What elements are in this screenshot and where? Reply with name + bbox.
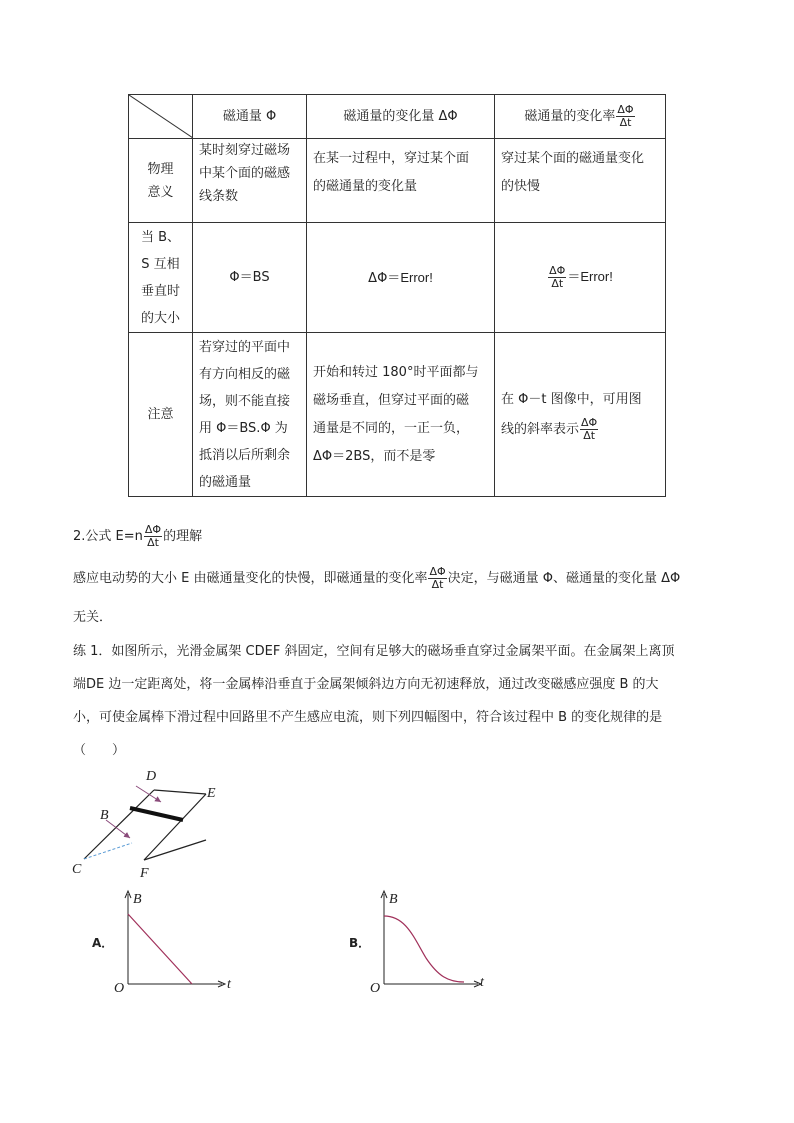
label-c: C bbox=[72, 862, 82, 877]
frac-den: Δt bbox=[551, 277, 564, 290]
frac-den: Δt bbox=[147, 536, 159, 549]
formula-prefix: ΔΦ＝ bbox=[368, 270, 401, 286]
header-flux-rate bbox=[495, 95, 666, 139]
cell-line: 在 Φ－t 图像中，可用图 bbox=[501, 391, 642, 407]
cell-line: 有方向相反的磁 bbox=[199, 366, 291, 382]
cell-text: 线的斜率表示 bbox=[501, 421, 580, 437]
table-row-size bbox=[129, 223, 666, 333]
row-label-line: 物理 bbox=[147, 161, 174, 177]
cell-line: 场，则不能直接 bbox=[199, 393, 291, 409]
axis-label-b: B bbox=[133, 892, 142, 907]
field-arrow bbox=[106, 820, 130, 838]
row-label-line: S 互相 bbox=[141, 256, 180, 272]
exercise-line-3: 小，可使金属棒下滑过程中回路里不产生感应电流，则下列四幅图中，符合该过程中 B 的变化规律的是 bbox=[73, 710, 663, 725]
formula-fraction bbox=[144, 524, 162, 549]
cell-line: 若穿过的平面中 bbox=[199, 339, 291, 355]
cell-line: 的快慢 bbox=[501, 179, 541, 194]
metal-rod bbox=[130, 808, 183, 820]
frac-den: Δt bbox=[583, 428, 596, 442]
formula-heading-prefix: 2.公式 E=n bbox=[73, 529, 143, 544]
frame-edge-de bbox=[154, 790, 206, 794]
frac-den: Δt bbox=[431, 578, 444, 591]
cell-line: 磁场垂直，但穿过平面的磁 bbox=[313, 392, 470, 408]
cell-size-flux: Φ＝BS bbox=[193, 223, 307, 333]
frac-num: ΔΦ bbox=[429, 565, 446, 578]
cell-meaning-rate bbox=[495, 139, 666, 223]
explain-fraction bbox=[428, 566, 446, 591]
inclined-frame-figure bbox=[66, 766, 246, 880]
exercise-line-2: 端DE 边一定距离处，将一金属棒沿垂直于金属架倾斜边方向无初速释放，通过改变磁感应强度 B 的大 bbox=[73, 677, 659, 692]
explain-text: 感应电动势的大小 E 由磁通量变化的快慢，即磁通量的变化率 bbox=[73, 571, 428, 586]
cell-line: 抵消以后所剩余 bbox=[199, 447, 291, 463]
cell-line: 线条数 bbox=[199, 189, 239, 204]
cell-note-flux bbox=[193, 333, 307, 497]
cell-line: 某时刻穿过磁场 bbox=[199, 143, 291, 158]
row-label-note: 注意 bbox=[129, 333, 193, 497]
formula-heading bbox=[73, 524, 202, 549]
cell-line: 用 Φ＝BS.Φ 为 bbox=[199, 420, 288, 436]
cell-line: 在某一过程中，穿过某个面 bbox=[313, 151, 470, 166]
label-b: B bbox=[100, 808, 109, 823]
header-flux: 磁通量 Φ bbox=[193, 95, 307, 139]
cell-note-change bbox=[307, 333, 495, 497]
dashed-edge bbox=[84, 843, 132, 859]
row-label-meaning bbox=[129, 139, 193, 223]
frac-num: ΔΦ bbox=[617, 103, 634, 116]
table-header-row bbox=[129, 95, 666, 139]
curve-linear bbox=[128, 914, 192, 984]
header-flux-rate-text: 磁通量的变化率 bbox=[524, 109, 616, 124]
table-row-note bbox=[129, 333, 666, 497]
cell-line: 通量是不同的，一正一负， bbox=[313, 420, 470, 436]
comparison-table bbox=[128, 94, 666, 497]
row-label-line: 当 B、 bbox=[140, 229, 181, 245]
rate-fraction bbox=[548, 265, 566, 290]
row-label-size bbox=[129, 223, 193, 333]
row-label-line: 的大小 bbox=[140, 310, 180, 326]
axis-label-t: t bbox=[227, 977, 231, 992]
frac-num: ΔΦ bbox=[549, 264, 566, 277]
header-fraction bbox=[616, 104, 634, 129]
explain-text: 决定，与磁通量 Φ、磁通量的变化量 ΔΦ bbox=[447, 571, 681, 586]
cell-line: ΔΦ＝2BS，而不是零 bbox=[313, 448, 436, 464]
error-text: Error! bbox=[400, 269, 433, 285]
label-f: F bbox=[140, 866, 149, 880]
diagonal-header-cell bbox=[129, 95, 193, 139]
cell-meaning-change bbox=[307, 139, 495, 223]
cell-line: 的磁通量 bbox=[199, 474, 252, 490]
option-a-label[interactable]: A． bbox=[92, 936, 114, 950]
frac-den: Δt bbox=[619, 116, 632, 129]
label-e: E bbox=[207, 786, 216, 801]
option-b-graph bbox=[366, 888, 496, 998]
cell-size-rate bbox=[495, 223, 666, 333]
label-d: D bbox=[146, 769, 157, 784]
cell-line: 穿过某个面的磁通量变化 bbox=[501, 151, 645, 166]
slope-fraction bbox=[580, 417, 598, 442]
cell-line: 的磁通量的变化量 bbox=[313, 179, 418, 194]
curve-s-shaped bbox=[384, 916, 464, 982]
error-text: Error! bbox=[580, 269, 613, 284]
frame-edge-cd bbox=[84, 790, 154, 859]
origin-label: O bbox=[114, 981, 125, 996]
diagonal-line bbox=[129, 95, 193, 138]
header-flux-change: 磁通量的变化量 ΔΦ bbox=[307, 95, 495, 139]
frac-num: ΔΦ bbox=[144, 523, 162, 536]
formula-heading-suffix: 的理解 bbox=[163, 529, 203, 544]
explain-line-1 bbox=[73, 566, 680, 591]
frac-num: ΔΦ bbox=[581, 415, 598, 429]
option-b-label[interactable]: B． bbox=[349, 936, 371, 950]
cell-line: 开始和转过 180°时平面都与 bbox=[313, 364, 479, 380]
option-a-graph bbox=[110, 888, 240, 998]
field-arrow bbox=[136, 786, 161, 802]
row-label-line: 意义 bbox=[147, 184, 174, 200]
cell-size-change bbox=[307, 223, 495, 333]
cell-note-rate bbox=[495, 333, 666, 497]
origin-label: O bbox=[370, 981, 381, 996]
axis-label-t: t bbox=[480, 975, 484, 990]
exercise-line-1: 练 1．如图所示，光滑金属架 CDEF 斜固定，空间有足够大的磁场垂直穿过金属架平面。在金属架上离顶 bbox=[73, 644, 675, 659]
equals-sign: ＝ bbox=[567, 270, 581, 285]
cell-line: 中某个面的磁感 bbox=[199, 166, 291, 181]
exercise-answer-blank: （ ） bbox=[73, 743, 126, 758]
cell-meaning-flux bbox=[193, 139, 307, 223]
explain-line-2: 无关． bbox=[73, 610, 113, 625]
row-label-line: 垂直时 bbox=[140, 283, 180, 299]
cell-line bbox=[501, 415, 659, 445]
table-row-meaning bbox=[129, 139, 666, 223]
axis-label-b: B bbox=[389, 892, 398, 907]
